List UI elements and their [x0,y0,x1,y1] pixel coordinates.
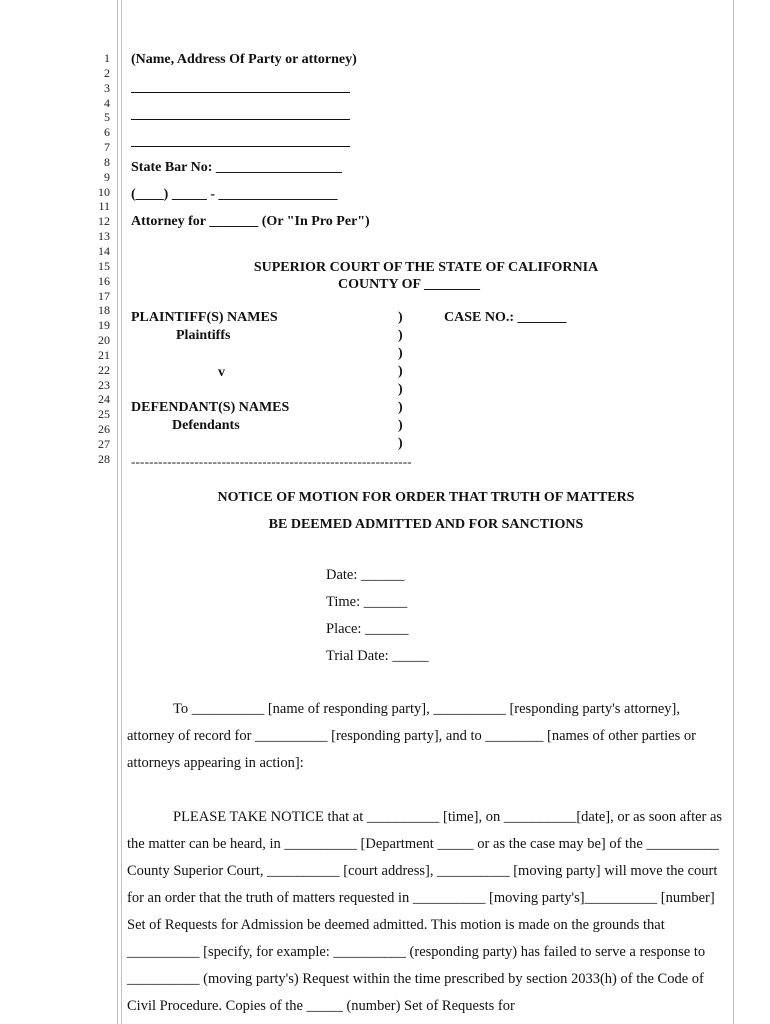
line-number: 22 [98,362,110,377]
hearing-place: Place: ______ [326,621,409,637]
caption-paren: ) [398,436,403,451]
line-number: 19 [98,318,110,333]
line-number: 27 [98,436,110,451]
notice-paragraph-2 [127,804,727,1020]
line-number: 9 [104,169,110,184]
caption-paren: ) [398,310,403,325]
address-blank-line-3 [131,146,350,147]
phone-line: (____) _____ - _________________ [131,187,338,202]
line-number: 17 [98,288,110,303]
line-number: 13 [98,229,110,244]
case-number: CASE NO.: _______ [444,310,567,325]
line-number: 23 [98,377,110,392]
paragraph-text: To __________ [name of responding party], __________ [responding party's attorney], attorney of record for __________ [responding party], and to ________ [names of other parties or attorneys appearing in action]: [127,701,696,771]
line-number: 25 [98,407,110,422]
line-number: 21 [98,347,110,362]
caption-paren: ) [398,328,403,343]
address-blank-line-2 [131,119,350,120]
left-margin-rule-outer [117,0,118,1024]
caption-paren: ) [398,364,403,379]
paragraph-text: PLEASE TAKE NOTICE that at __________ [time], on __________[date], or as soon after as the matter can be heard, in __________ [Department _____ or as the case may be] of the __________ County Superior Court, __________ [court address], __________ [moving party] will move the court for an order that the truth of matters requested in __________ [moving party's]__________ [number] Set of Requests for Admission be deemed admitted. This motion is made on the grounds that __________ [specify, for example: __________ (responding party) has failed to serve a response to __________ (moving party's) Request within the time prescribed by section 2033(h) of the Code of Civil Procedure. Copies of the _____ (number) Set of Requests for [127,809,723,1014]
line-number: 2 [104,65,110,80]
caption-divider: -------------------------------------------------------------- [131,454,412,469]
defendants-label: Defendants [172,418,240,433]
line-number: 3 [104,80,110,95]
hearing-time: Time: ______ [326,594,408,610]
hearing-date: Date: ______ [326,567,405,583]
address-blank-line-1 [131,92,350,93]
right-margin-rule [733,0,734,1024]
attorney-for-line: Attorney for _______ (Or "In Pro Per") [131,214,370,229]
pleading-line-numbers [80,51,110,467]
caption-paren: ) [398,382,403,397]
line-number: 10 [98,184,110,199]
line-number: 28 [98,451,110,466]
name-address-label: (Name, Address Of Party or attorney) [131,52,357,67]
line-number: 1 [104,51,110,65]
line-number: 6 [104,125,110,140]
line-number: 26 [98,422,110,437]
versus-label: v [218,365,225,380]
motion-title-line-1: NOTICE OF MOTION FOR ORDER THAT TRUTH OF MATTERS [217,490,635,505]
line-number: 5 [104,110,110,125]
left-margin-rule-inner [121,0,122,1024]
caption-paren: ) [398,400,403,415]
line-number: 4 [104,95,110,110]
line-number: 8 [104,154,110,169]
line-number: 7 [104,140,110,155]
line-number: 18 [98,303,110,318]
line-number: 11 [98,199,110,214]
defendants-names: DEFENDANT(S) NAMES [131,400,290,415]
motion-title-line-2: BE DEEMED ADMITTED AND FOR SANCTIONS [268,517,584,532]
line-number: 14 [98,243,110,258]
county-line: COUNTY OF ________ [337,277,481,292]
line-number: 24 [98,392,110,407]
plaintiffs-names: PLAINTIFF(S) NAMES [131,310,278,325]
line-number: 15 [98,258,110,273]
caption-paren: ) [398,418,403,433]
caption-paren: ) [398,346,403,361]
plaintiffs-label: Plaintiffs [176,328,231,343]
trial-date: Trial Date: _____ [326,648,429,664]
line-number: 12 [98,214,110,229]
line-number: 16 [98,273,110,288]
line-number: 20 [98,333,110,348]
state-bar-line: State Bar No: __________________ [131,160,342,175]
court-name: SUPERIOR COURT OF THE STATE OF CALIFORNIA [253,260,599,275]
notice-paragraph-1 [127,696,727,777]
